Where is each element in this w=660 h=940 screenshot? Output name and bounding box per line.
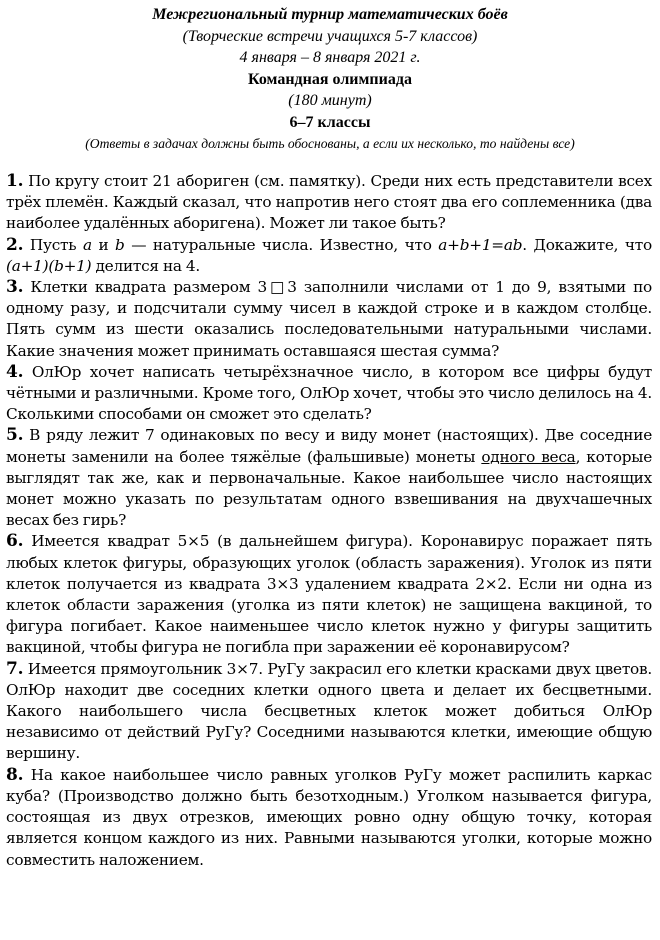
problem-4 [6,362,652,426]
variable-a: a [82,235,92,254]
problem-number: 8. [6,764,24,785]
problem-text: и [98,235,109,254]
problem-7 [6,659,652,765]
problem-number: 1. [6,171,24,191]
problem-text: ОлЮр хочет написать четырёхзначное число, в котором все цифры будут чётными и различными. Кроме того, ОлЮр хочет, чтобы это число делилось на 4. Сколькими способами он сможет это сделать? [6,362,652,424]
problem-text: Клетки квадрата размером 3□3 заполнили числами от 1 до 9, взятыми по одному разу, и подсчитали сумму чисел в каждой строке и в каждом столбце. Пять сумм из шести оказались последовательными натуральными числами. Какие значения может принимать оставшаяся шестая сумма? [6,278,652,360]
tournament-dates: 4 января – 8 января 2021 г. [239,49,421,66]
problem-text: По кругу стоит 21 абориген (см. памятку). Среди них есть представители всех трёх племён. Каждый сказал, что напротив него стоят два его соплеменника (два наиболее удалённых аборигена). Может ли такое быть? [6,172,652,233]
problem-2 [6,235,652,277]
variable-b: b [115,235,125,254]
tournament-subtitle: (Творческие встречи учащихся 5-7 классов) [182,27,478,45]
problem-text: — натуральные числа. Известно, что [131,235,432,254]
expression: (a+1)(b+1) [6,256,92,275]
duration: (180 минут) [288,92,372,109]
problem-text: В ряду лежит 7 одинаковых по весу и виду монет (настоящих). Две соседние монеты заменили на более тяжёлые (фальшивые) монеты [6,426,652,466]
problem-3 [6,277,652,362]
problem-text: , которые выглядят так же, как и первоначальные. Какое наибольшее число настоящих монет можно указать по результатам одного взвешивания на двухчашечных весах без гирь? [6,447,652,530]
grades: 6–7 классы [289,113,371,131]
equation: a+b+1=ab [438,235,523,254]
problem-1 [6,171,652,235]
problem-number: 4. [6,361,24,382]
answers-note: (Ответы в задачах должны быть обоснованы, а если их несколько, то найдены все) [85,136,575,151]
tournament-title: Межрегиональный турнир математических боёв [152,6,508,23]
problem-6 [6,531,652,658]
problem-number: 2. [6,234,24,255]
problem-text: . Докажите, что [522,235,652,254]
event-title: Командная олимпиада [248,70,412,88]
problem-number: 6. [6,531,24,552]
underlined-phrase: одного веса [481,447,576,466]
problem-text: Пусть [29,235,77,254]
problem-number: 3. [6,277,24,298]
problem-text: Имеется прямоугольник 3×7. РуГу закрасил его клетки красками двух цветов. ОлЮр находит две соседних клетки одного цвета и делает их бесцветными. Какого наибольшего числа бесцветных клеток может добиться ОлЮр независимо от действий РуГу? Соседними называются клетки, имеющие общую вершину. [6,659,652,763]
problem-text: Имеется квадрат 5×5 (в дальнейшем фигура). Коронавирус поражает пять любых клеток фигуры, образующих уголок (область заражения). Уголок из пяти клеток получается из квадрата 3×3 удалением квадрата 2×2. Если ни одна из клеток области заражения (уголка из пяти клеток) не защищена вакциной, то фигура погибает. Какое наименьшее число клеток нужно у фигуры защитить вакциной, чтобы фигура не погибла при заражении её коронавирусом? [6,532,652,657]
document-header [0,4,660,155]
problem-8 [6,765,652,871]
problem-number: 5. [6,425,24,446]
problem-number: 7. [6,658,24,679]
problem-5 [6,425,652,531]
problem-text: На какое наибольшее число равных уголков РуГу может распилить каркас куба? (Производство должно быть безотходным.) Уголком называется фигура, состоящая из двух отрезков, имеющих ровно одну общую точку, которая является концом каждого из них. Равными называются уголки, которые можно совместить наложением. [6,765,652,869]
problem-list [6,171,652,871]
problem-text: делится на 4. [95,256,200,275]
